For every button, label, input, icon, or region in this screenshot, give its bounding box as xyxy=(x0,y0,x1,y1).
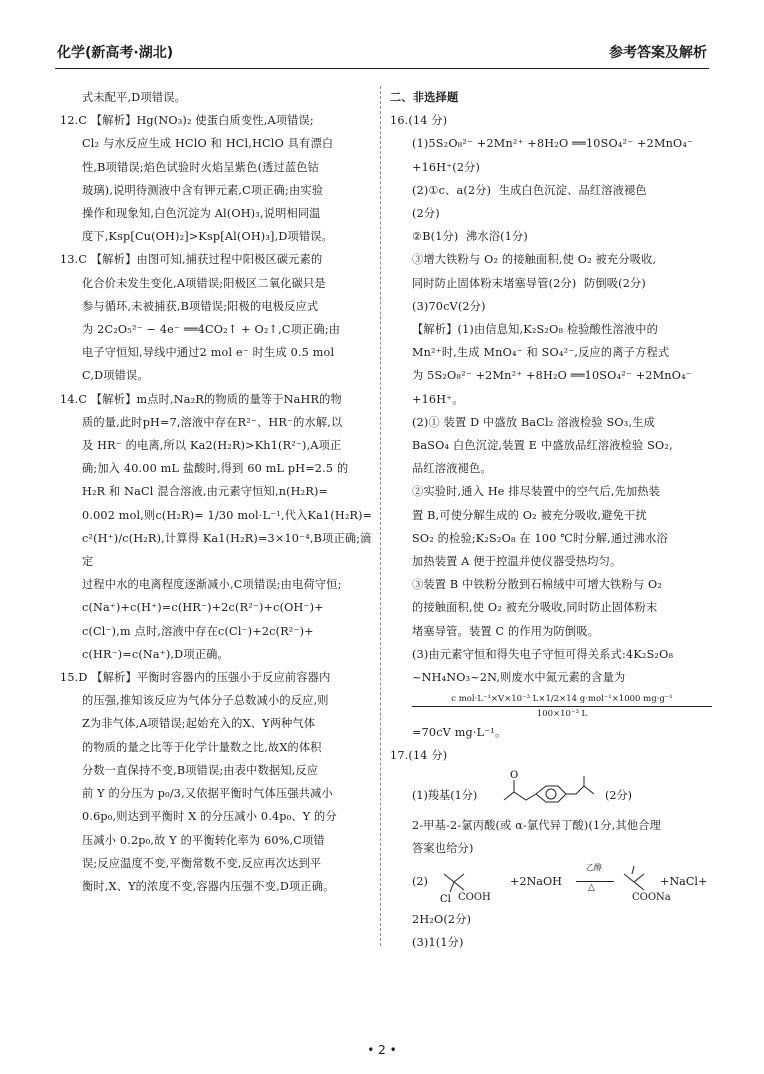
bond xyxy=(634,874,644,882)
text-line: (2分) xyxy=(412,207,440,221)
text-line: c²(H⁺)/c(H₂R),计算得 Ka1(H₂R)=3×10⁻⁴,B项正确;滴定 xyxy=(82,531,372,569)
text-line: ③增大铁粉与 O₂ 的接触面积,使 O₂ 被充分吸收, xyxy=(412,253,657,267)
text-line: 前 Y 的分压为 p₀/3,又依据平衡时气体压强共减小 xyxy=(82,787,333,801)
text-line: BaSO₄ 白色沉淀,装置 E 中盛放品红溶液检验 SO₂, xyxy=(412,439,673,453)
text-line: ③装置 B 中铁粉分散到石棉绒中可增大铁粉与 O₂ xyxy=(412,578,663,592)
text-line: 加热装置 A 便于控温并使仪器受热均匀。 xyxy=(412,555,622,569)
text-line: 确;加入 40.00 mL 盐酸时,得到 60 mL pH=2.5 的 xyxy=(82,462,349,476)
reaction-condition-top: 乙醇 xyxy=(586,863,602,873)
text-line: ②实验时,通入 He 排尽装置中的空气后,先加热装 xyxy=(412,485,661,499)
text-line: H₂R 和 NaCl 混合溶液,由元素守恒知,n(H₂R)= xyxy=(82,485,329,499)
question-16: 16.(14 分) xyxy=(390,114,448,128)
text-line: SO₂ 的检验;K₂S₂O₈ 在 100 ℃时分解,通过沸水浴 xyxy=(412,531,668,545)
text-line: +2NaOH xyxy=(510,875,562,889)
text-line: 电子守恒知,导线中通过2 mol e⁻ 时生成 0.5 mol xyxy=(82,346,335,360)
text-line: Cl₂ 与水反应生成 HClO 和 HCl,HClO 具有漂白 xyxy=(82,137,334,151)
text-line: 堵塞导管。装置 C 的作用为防倒吸。 xyxy=(412,624,600,638)
text-line: 为 5S₂O₈²⁻ +2Mn²⁺ +8H₂O ══10SO₄²⁻ +2MnO₄⁻ xyxy=(412,369,692,383)
text-line: (1)羧基(1分) xyxy=(412,788,478,802)
q17-part1 xyxy=(390,768,710,814)
text-line: 误;反应温度不变,平衡常数不变,反应再次达到平 xyxy=(82,856,322,870)
header-subject: 化学(新高考·湖北) xyxy=(57,45,174,61)
text-line: 衡时,X、Y的浓度不变,容器内压强不变,D项正确。 xyxy=(82,879,335,893)
question-17: 17.(14 分) xyxy=(390,749,448,763)
text-line: 的物质的量之比等于化学计量数之比,故X的体积 xyxy=(82,740,322,754)
isopropyl-branch xyxy=(584,786,594,794)
text-line: (2分) xyxy=(605,788,633,802)
text-line: COOH xyxy=(458,892,491,904)
text-line: c(HR⁻)=c(Na⁺),D项正确。 xyxy=(82,647,229,661)
text-line: (3)1(1分) xyxy=(412,936,464,950)
text-line: 同时防止固体粉末堵塞导管(2分) 防倒吸(2分) xyxy=(412,276,646,290)
page-header xyxy=(55,38,709,69)
text-line: 度下,Ksp[Cu(OH)₂]>Ksp[Al(OH)₃],D项错误。 xyxy=(82,230,334,244)
chlorine-label: Cl xyxy=(440,894,451,906)
text-line: (2)①c、a(2分) 生成白色沉淀、品红溶液褪色 xyxy=(412,183,647,197)
text-line: C,D项错误。 xyxy=(82,369,149,383)
column-divider xyxy=(380,86,381,946)
text-line: 参与循环,未被捕获,B项错误;阳极的电极反应式 xyxy=(82,299,319,313)
text-line: 玻璃),说明待测液中含有钾元素,C项正确;由实验 xyxy=(82,183,324,197)
page-number: • 2 • xyxy=(367,1043,397,1057)
text-line: ②B(1分) 沸水浴(1分) xyxy=(412,230,528,244)
text-line: +16H⁺。 xyxy=(412,392,464,406)
text-line: (2)① 装置 D 中盛放 BaCl₂ 溶液检验 SO₃,生成 xyxy=(412,415,655,429)
question-15: 15.D 【解析】平衡时容器内的压强小于反应前容器内 xyxy=(60,671,331,685)
text-line: 2H₂O(2分) xyxy=(412,913,472,927)
bond xyxy=(444,874,454,882)
text-line: 2-甲基-2-氯丙酸(或 α-氯代异丁酸)(1分,其他合理 xyxy=(412,818,662,832)
benzene-ring xyxy=(536,786,566,802)
text-line: 压减小 0.2p₀,故 Y 的平衡转化率为 60%,C项错 xyxy=(82,833,325,847)
text-line: c(Na⁺)+c(H⁺)=c(HR⁻)+2c(R²⁻)+c(OH⁻)+ xyxy=(82,601,324,615)
text-line: 性,B项错误;焰色试验时火焰呈紫色(透过蓝色钴 xyxy=(82,160,320,174)
text-line: (3)70cV(2分) xyxy=(412,299,486,313)
text-line: (3)由元素守恒和得失电子守恒可得关系式:4K₂S₂O₈ xyxy=(412,647,674,661)
fraction-denominator: 100×10⁻³ L xyxy=(536,709,588,720)
text-line: 化合价未发生变化,A项错误;阳极区二氧化碳只是 xyxy=(82,276,326,290)
oxygen-label: O xyxy=(510,769,519,781)
text-line: 质的量,此时pH=7,溶液中存在R²⁻、HR⁻的水解,以 xyxy=(82,415,343,429)
right-column xyxy=(390,86,710,955)
text-line: 分数一直保持不变,B项错误;由表中数据知,反应 xyxy=(82,763,319,777)
text-line: ~NH₄NO₃~2N,则废水中氮元素的含量为 xyxy=(412,671,626,685)
bond xyxy=(454,874,464,882)
text-line: 及 HR⁻ 的电离,所以 Ka2(H₂R)>Kh1(R²⁻),A项正 xyxy=(82,439,342,453)
text-line: c(Cl⁻),m 点时,溶液中存在c(Cl⁻)+2c(R²⁻)+ xyxy=(82,624,314,638)
fraction-numerator: c mol·L⁻¹×V×10⁻³ L×1/2×14 g·mol⁻¹×1000 mg·g⁻¹ xyxy=(451,694,673,705)
text-line: 式未配平,D项错误。 xyxy=(82,91,187,104)
fraction-result: =70cV mg·L⁻¹。 xyxy=(412,726,507,740)
chain-bonds xyxy=(504,792,536,800)
text-line: 【解析】(1)由信息知,K₂S₂O₈ 检验酸性溶液中的 xyxy=(412,323,659,337)
section-title: 二、非选择题 xyxy=(390,91,459,104)
text-line: Z为非气体,A项错误;起始充入的X、Y两种气体 xyxy=(82,717,316,731)
text-line: (1)5S₂O₈²⁻ +2Mn²⁺ +8H₂O ══10SO₄²⁻ +2MnO₄⁻ xyxy=(412,137,694,151)
text-line: 的压强,推知该反应为气体分子总数减小的反应,则 xyxy=(82,694,329,708)
question-13: 13.C 【解析】由图可知,捕获过程中阳极区碳元素的 xyxy=(60,253,323,267)
reaction-arrow xyxy=(576,881,614,882)
double-bond xyxy=(632,866,634,874)
isopropyl-bonds xyxy=(566,776,584,794)
text-line: 答案也给分) xyxy=(412,841,474,855)
nitrogen-fraction xyxy=(412,692,710,721)
text-line: 的接触面积,使 O₂ 被充分吸收,同时防止固体粉末 xyxy=(412,601,658,615)
left-column xyxy=(60,86,378,898)
question-12: 12.C 【解析】Hg(NO₃)₂ 使蛋白质变性,A项错误; xyxy=(60,114,314,128)
bond xyxy=(450,882,454,892)
header-section: 参考答案及解析 xyxy=(609,45,707,61)
text-line: (2) xyxy=(412,875,428,889)
q17-reaction xyxy=(390,860,710,908)
text-line: Mn²⁺时,生成 MnO₄⁻ 和 SO₄²⁻,反应的离子方程式 xyxy=(412,346,670,360)
question-14: 14.C 【解析】m点时,Na₂R的物质的量等于NaHR的物 xyxy=(60,392,342,406)
text-line: 操作和现象知,白色沉淀为 Al(OH)₃,说明相同温 xyxy=(82,207,321,221)
text-line: +NaCl+ xyxy=(660,875,708,889)
reaction-condition-bottom: △ xyxy=(588,883,595,894)
text-line: 过程中水的电离程度逐渐减小,C项错误;由电荷守恒; xyxy=(82,578,342,592)
bond xyxy=(624,874,634,882)
text-line: COONa xyxy=(632,892,671,904)
text-line: 0.002 mol,则c(H₂R)= 1/30 mol·L⁻¹,代入Ka1(H₂R)= xyxy=(82,508,373,522)
aromatic-circle xyxy=(546,789,556,799)
text-line: 0.6p₀,则达到平衡时 X 的分压减小 0.4p₀、Y 的分 xyxy=(82,810,337,824)
text-line: 置 B,可使分解生成的 O₂ 被充分吸收,避免干扰 xyxy=(412,508,647,522)
text-line: +16H⁺(2分) xyxy=(412,160,481,174)
text-line: 品红溶液褪色。 xyxy=(412,462,492,476)
text-line: 为 2C₂O₅²⁻ − 4e⁻ ══4CO₂↑ + O₂↑,C项正确;由 xyxy=(82,323,341,337)
